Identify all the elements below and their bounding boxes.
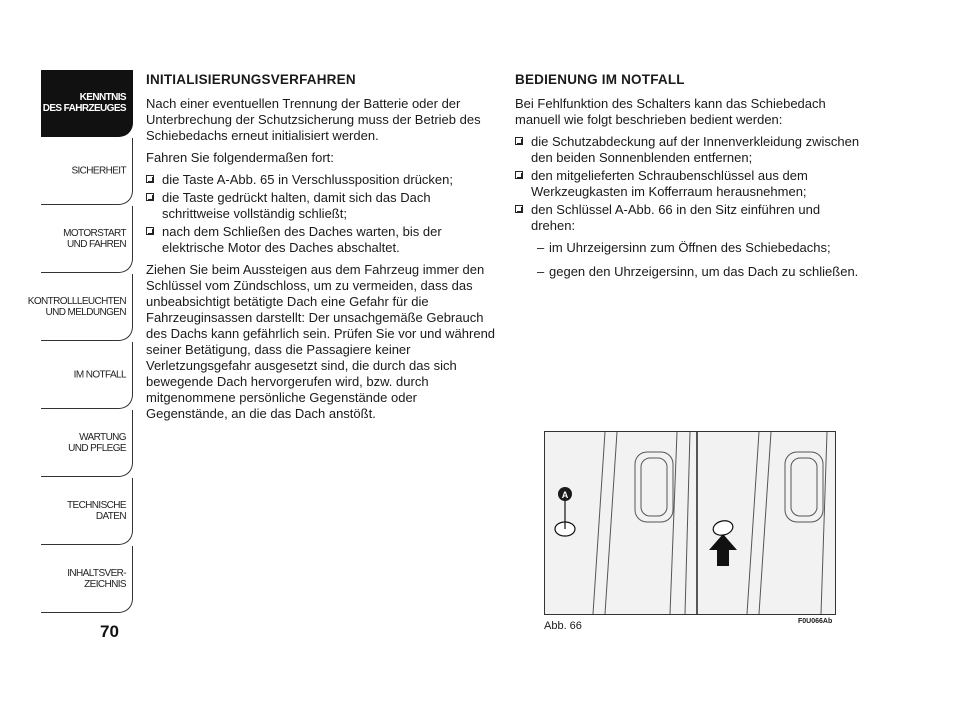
checkbox-bullet-icon (515, 171, 523, 179)
list-item (515, 168, 867, 200)
tab-label: SICHERHEIT (71, 165, 126, 177)
list-item (515, 264, 867, 280)
tab-label: IM NOTFALL (73, 369, 126, 381)
marker-label: A (561, 490, 569, 500)
intro-paragraph: Bei Fehlfunktion des Schalters kann das Schiebedach manuell wie folgt beschrieben bedient werden: (515, 96, 826, 127)
figure-code: F0U066Ab (798, 618, 833, 625)
intro-paragraph: Nach einer eventuellen Trennung der Batterie oder der Unterbrechung der Schutzsicherung muss der Betrieb des Schiebedachs erneut initialisiert werden. (146, 96, 481, 143)
list-item-text: gegen den Uhrzeigersinn, um das Dach zu schließen. (549, 264, 859, 279)
list-item-text: die Taste gedrückt halten, damit sich das Dach schrittweise vollständig schließt; (162, 190, 431, 221)
lead-paragraph: Fahren Sie folgendermaßen fort: (146, 150, 334, 165)
page-number: 70 (100, 622, 119, 641)
tab-label: WARTUNG UND PFLEGE (68, 432, 126, 454)
tab-label: TECHNISCHE DATEN (66, 500, 126, 522)
list-item-text: den Schlüssel A-Abb. 66 in den Sitz einführen und drehen: (531, 202, 821, 233)
checkbox-bullet-icon (146, 193, 154, 201)
tab-technische-daten[interactable] (41, 478, 133, 545)
tab-wartung-und-pflege[interactable] (41, 410, 133, 477)
list-item (146, 224, 498, 256)
tab-label: MOTORSTART UND FAHREN (63, 228, 126, 250)
tab-label: KENNTNIS DES FAHRZEUGES (42, 92, 126, 114)
initialization-section (146, 72, 498, 428)
tab-motorstart-und-fahren[interactable] (41, 206, 133, 273)
list-item (515, 240, 867, 256)
chapter-sidebar (27, 70, 133, 614)
tab-sicherheit[interactable] (41, 138, 133, 205)
list-item-text: im Uhrzeigersinn zum Öffnen des Schiebedachs; (549, 240, 831, 255)
emergency-section (515, 72, 867, 288)
step-list (515, 134, 867, 234)
list-item (146, 190, 498, 222)
list-item-text: die Schutzabdeckung auf der Innenverkleidung zwischen den beiden Sonnenblenden entfernen; (531, 134, 860, 165)
substep-list (515, 240, 867, 280)
dash-bullet: – (537, 264, 545, 279)
figure-illustration (544, 431, 836, 615)
list-item-text: den mitgelieferten Schraubenschlüssel aus dem Werkzeugkasten im Kofferraum herausnehmen; (531, 168, 808, 199)
figure-caption: Abb. 66 (544, 620, 582, 632)
section-heading: BEDIENUNG IM NOTFALL (515, 72, 685, 87)
checkbox-bullet-icon (515, 205, 523, 213)
list-item (515, 202, 867, 234)
tab-im-notfall[interactable] (41, 342, 133, 409)
step-list (146, 172, 498, 256)
tab-label: INHALTSVER- ZEICHNIS (67, 568, 126, 590)
checkbox-bullet-icon (146, 175, 154, 183)
tab-label: KONTROLLLEUCHTEN UND MELDUNGEN (27, 296, 126, 318)
dash-bullet: – (537, 240, 545, 255)
section-heading: INITIALISIERUNGSVERFAHREN (146, 72, 356, 87)
list-item (146, 172, 498, 188)
tab-kontrollleuchten-und-meldungen[interactable] (27, 274, 133, 341)
tab-kenntnis-des-fahrzeuges[interactable] (41, 70, 133, 137)
tab-inhaltsverzeichnis[interactable] (41, 546, 133, 613)
checkbox-bullet-icon (515, 137, 523, 145)
warning-paragraph: Ziehen Sie beim Aussteigen aus dem Fahrzeug immer den Schlüssel vom Zündschloss, um zu vermeiden, dass das unbeabsichtigt betätigte Dach eine Gefahr für die Fahrzeuginsassen darstellt: Der unsachgemäße Gebrauch des Dachs kann gefährlich sein. Prüfen Sie vor und während seiner Betätigung, dass die Passagiere keiner Verletzungsgefahr ausgesetzt sind, die durch das sich bewegende Dach hervorgerufen wird, bzw. durch mitgenommene persönliche Gegenstände oder Gegenstände, an die das Dach anstößt. (146, 262, 496, 421)
list-item-text: nach dem Schließen des Daches warten, bis der elektrische Motor des Daches abschaltet. (162, 224, 442, 255)
roof-panel-drawing (545, 432, 835, 614)
list-item (515, 134, 867, 166)
list-item-text: die Taste A-Abb. 65 in Verschlussposition drücken; (162, 172, 453, 187)
checkbox-bullet-icon (146, 227, 154, 235)
